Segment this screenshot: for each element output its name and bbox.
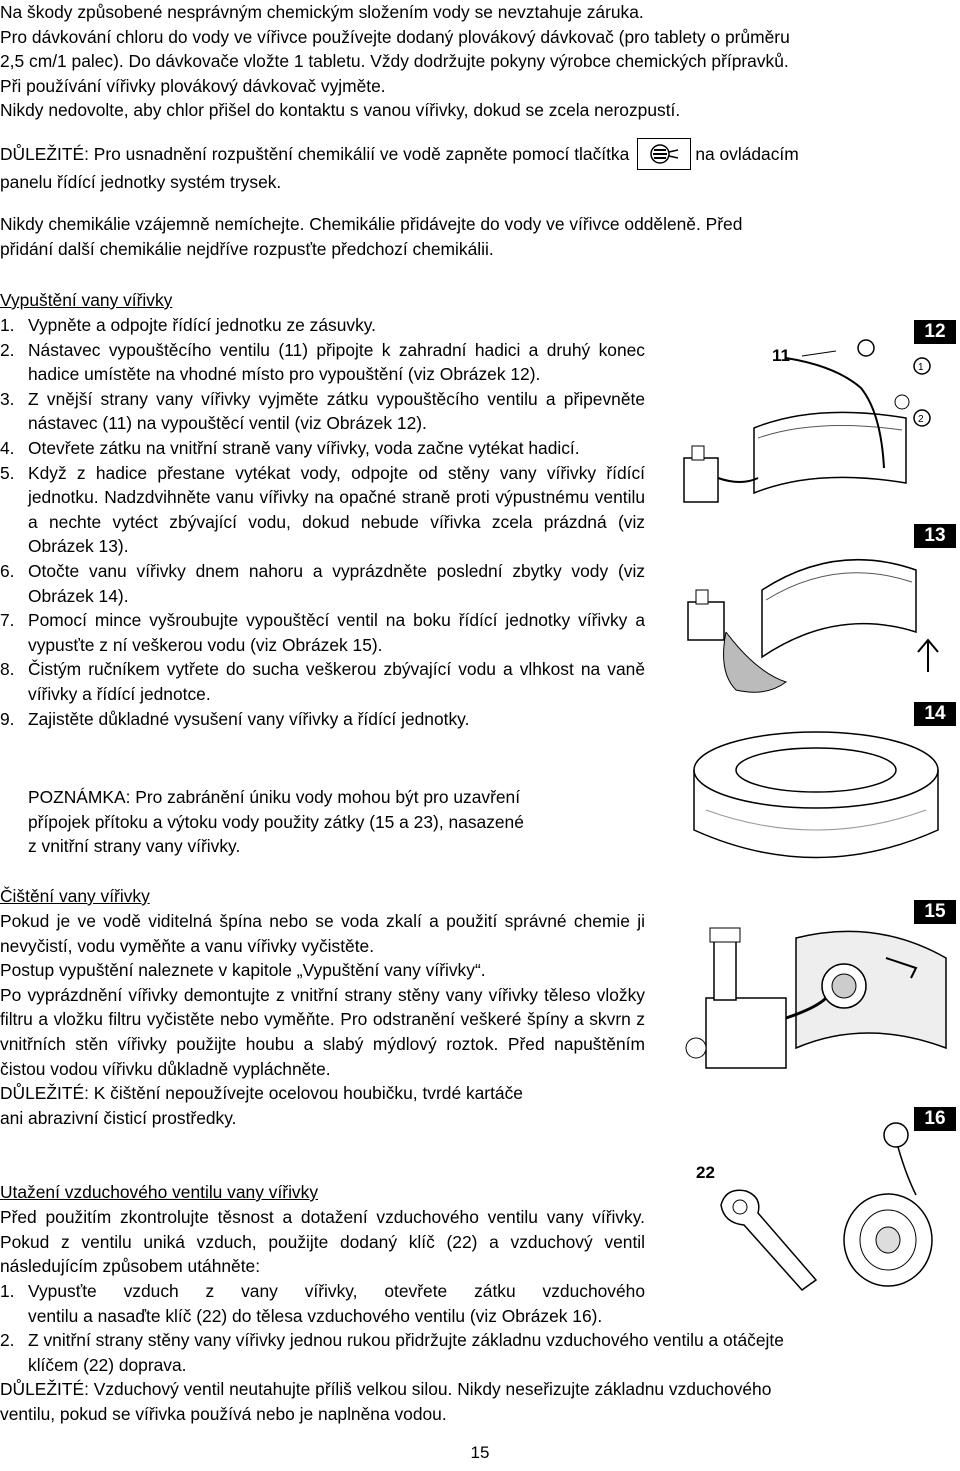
intro-line: 2,5 cm/1 palec). Do dávkovače vložte 1 tabletu. Vždy dodržujte pokyny výrobce chemických přípravků. — [0, 51, 789, 72]
jets-button-icon — [637, 138, 691, 170]
section-heading-clean: Čištění vany vířivky — [0, 886, 150, 906]
figure-13 — [666, 522, 958, 697]
note-label: POZNÁMKA: — [28, 787, 131, 807]
list-item: 7. Pomocí mince vyšroubujte vypouštěcí ventil na boku řídící jednotky vířivky a vypusťte z ní veškerou vodu (viz Obrázek 15). — [0, 610, 645, 655]
air-paragraph: Před použitím zkontrolujte těsnost a dotažení vzduchového ventilu vany vířivky. Pokud z ventilu uniká vzduch, použijte dodaný klíč (22) a vzduchový ventil následujícím způsobem utáhněte: — [0, 1207, 645, 1277]
important-text: na ovládacím — [695, 144, 799, 164]
list-item: 5. Když z hadice přestane vytékat vody, odpojte od stěny vany vířivky řídící jednotku. Nadzdvihněte vanu vířivky na opačné straně proti výpustnému ventilu a nechte vytéct zbývající vodu, dokud nebude vířivka zcela prázdná (viz Obrázek 13). — [0, 462, 645, 557]
clean-paragraph: Postup vypuštění naleznete v kapitole „Vypuštění vany vířivky“. — [0, 960, 486, 981]
figure-number: 12 — [914, 320, 956, 344]
figure-16 — [666, 1105, 958, 1295]
air-steps: 1. Vypusťte vzduch z vany vířivky, otevřete zátku vzduchového ventilu a nasaďte klíč (22) do tělesa vzduchového ventilu (viz Obrázek 16). 2. Z vnitřní strany stěny vany vířivky jednou rukou přidržujte základnu vzduchového ventilu a otáčejte klíčem (22) doprava. DŮLEŽITÉ: Vzduchový ventil neutahujte příliš velkou silou. Nikdy neseřizujte základnu vzduchového ventilu, pokud se vířivka používá nebo je naplněna vodou. — [0, 1281, 784, 1424]
important-text: panelu řídící jednotky systém trysek. — [0, 172, 282, 192]
list-item: 8. Čistým ručníkem vytřete do sucha veškerou zbývající vodu a vlhkost na vaně vířivky a řídící jednotce. — [0, 659, 645, 704]
list-item: 4. Otevřete zátku na vnitřní straně vany vířivky, voda začne vytékat hadicí. — [0, 437, 580, 458]
figure-12 — [666, 318, 958, 518]
callout-label: 11 — [772, 346, 790, 365]
list-item: 9. Zajistěte důkladné vysušení vany vířivky a řídící jednotky. — [0, 708, 470, 729]
clean-body: Pokud je ve vodě viditelná špína nebo se voda zkalí a použití správné chemie ji nevyčistí, vodu vyměňte a vanu vířivky vyčistěte. Postup vypuštění naleznete v kapitole „Vypuštění vany vířivky“. Po vyprázdnění vířivky demontujte z vnitřní strany stěny vany vířivky těleso vložky filtru a vložku filtru vyčistěte nebo vyměňte. Pro odstranění veškeré špíny a skvrn z vnitřních stěn vířivky použijte houbu a slabý mýdlový roztok. Před napuštěním čistou vodou vířivku důkladně vypláchněte. DŮLEŽITÉ: K čištění nepoužívejte ocelovou houbičku, tvrdé kartáče ani abrazivní čisticí prostředky. — [0, 911, 645, 1128]
clean-paragraph: Pokud je ve vodě viditelná špína nebo se voda zkalí a použití správné chemie ji nevyčistí, vodu vyměňte a vanu vířivky vyčistěte. — [0, 911, 645, 956]
intro-line: Nikdy nedovolte, aby chlor přišel do kontaktu s vanou vířivky, dokud se zcela nerozpustí. — [0, 100, 681, 121]
svg-text:1: 1 — [918, 362, 924, 373]
important-label: DŮLEŽITÉ: — [0, 144, 89, 164]
figure-14 — [666, 700, 958, 870]
list-item: 3. Z vnější strany vany vířivky vyjměte zátku vypouštěcího ventilu a připevněte nástavec (11) na vypouštěcí ventil (viz Obrázek 12). — [0, 388, 645, 434]
figure-number: 13 — [914, 524, 956, 548]
list-item: 2. Nástavec vypouštěcího ventilu (11) připojte k zahradní hadici a druhý konec hadice umístěte na vhodné místo pro vypouštění (viz Obrázek 12). — [0, 339, 645, 385]
intro-line: Pro dávkování chloru do vody ve vířivce používejte dodaný plovákový dávkovač (pro tablety o průměru — [0, 26, 790, 47]
clean-paragraph: Po vyprázdnění vířivky demontujte z vnitřní strany stěny vany vířivky těleso vložky filtru a vložku filtru vyčistěte nebo vyměňte. Pro odstranění veškeré špíny a skvrn z vnitřních stěn vířivky použijte houbu a slabý mýdlový roztok. Před napuštěním čistou vodou vířivku důkladně vypláchněte. — [0, 984, 645, 1079]
svg-text:2: 2 — [918, 414, 924, 425]
page-number: 15 — [470, 1443, 490, 1462]
intro-block — [0, 0, 958, 123]
mixing-note — [0, 212, 958, 261]
control-unit-drain-illustration — [666, 898, 958, 1078]
air-valve-wrench-illustration — [666, 1105, 958, 1295]
section-heading-drain: Vypuštění vany vířivky — [0, 290, 173, 310]
figure-number: 14 — [914, 702, 956, 726]
list-item: 6. Otočte vanu vířivky dnem nahoru a vyprázdněte poslední zbytky vody (viz Obrázek 14). — [0, 560, 645, 606]
drain-steps — [0, 313, 645, 731]
drain-note: POZNÁMKA: Pro zabránění úniku vody mohou být pro uzavření přípojek přítoku a výtoku vody použity zátky (15 a 23), nasazené z vnitřní strany vany vířivky. — [28, 787, 524, 857]
important-label: DŮLEŽITÉ: — [0, 1379, 89, 1400]
list-item: 1. Vypněte a odpojte řídící jednotku ze zásuvky. — [0, 315, 377, 335]
tilted-spa-illustration — [666, 522, 958, 697]
mixing-line: Nikdy chemikálie vzájemně nemíchejte. Chemikálie přidávejte do vody ve vířivce odděleně. Před — [0, 214, 743, 234]
important-label: DŮLEŽITÉ: — [0, 1083, 89, 1104]
intro-line: Na škody způsobené nesprávným chemickým složením vody se nevztahuje záruka. — [0, 2, 644, 22]
figure-number: 15 — [914, 900, 956, 924]
important-text: Pro usnadnění rozpuštění chemikálií ve vodě zapněte pomocí tlačítka — [93, 144, 630, 164]
drain-valve-illustration — [666, 318, 958, 518]
figure-number: 16 — [914, 1107, 956, 1131]
intro-line: Při používání vířivky plovákový dávkovač vyjměte. — [0, 75, 386, 96]
mixing-line: přidání další chemikálie nejdříve rozpusťte předchozí chemikálii. — [0, 238, 494, 259]
section-heading-air-valve: Utažení vzduchového ventilu vany vířivky — [0, 1182, 319, 1202]
figure-15 — [666, 898, 958, 1078]
callout-label: 22 — [696, 1163, 715, 1182]
important-note-jets — [0, 138, 958, 195]
